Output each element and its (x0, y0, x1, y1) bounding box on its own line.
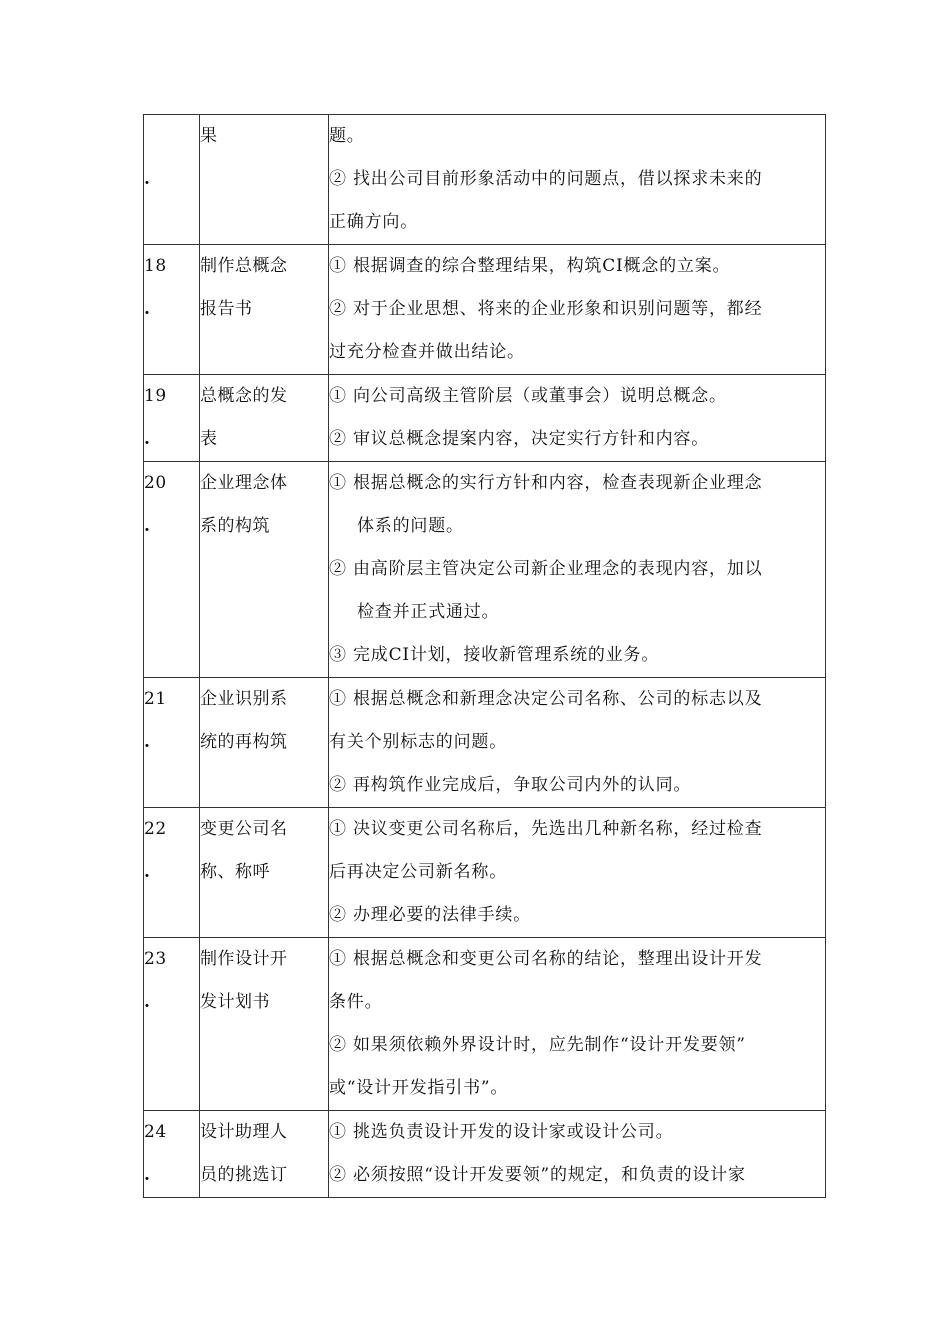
step-content (329, 808, 826, 938)
step-content-line: ① 根据调查的综合整理结果，构筑CI概念的立案。 (329, 256, 731, 276)
table-row (144, 678, 826, 808)
step-content (329, 1111, 826, 1198)
step-content-line: ① 根据总概念和新理念决定公司名称、公司的标志以及 (329, 689, 763, 709)
process-table (143, 114, 826, 1198)
step-title (200, 678, 329, 808)
table-row (144, 462, 826, 678)
table-body (144, 115, 826, 1198)
step-title (200, 245, 329, 375)
step-content-line: 有关个别标志的问题。 (329, 732, 507, 752)
step-content-line: 正确方向。 (329, 212, 418, 232)
step-content-line: 或“设计开发指引书”。 (329, 1078, 509, 1098)
step-content-line: 过充分检查并做出结论。 (329, 342, 525, 362)
step-content (329, 462, 826, 678)
step-content-line: ② 必须按照“设计开发要领”的规定，和负责的设计家 (329, 1165, 746, 1185)
step-content-line: ② 办理必要的法律手续。 (329, 905, 532, 925)
step-title-line: 企业识别系 (200, 689, 288, 709)
step-number-line: . (144, 429, 151, 449)
step-number (144, 462, 200, 678)
step-content (329, 678, 826, 808)
step-title-line: 统的再构筑 (200, 732, 288, 752)
step-content-line: ① 根据总概念和变更公司名称的结论，整理出设计开发 (329, 949, 763, 969)
step-number-line: 24 (144, 1122, 167, 1142)
step-number-line: 18 (144, 256, 167, 276)
step-number-line (144, 115, 199, 158)
table-row (144, 938, 826, 1111)
step-title (200, 808, 329, 938)
step-title-line: 员的挑选订 (200, 1165, 288, 1185)
step-content-line: ② 对于企业思想、将来的企业形象和识别问题等，都经 (329, 299, 763, 319)
step-content (329, 375, 826, 462)
step-content-line: ① 挑选负责设计开发的设计家或设计公司。 (329, 1122, 674, 1142)
step-content-line: ② 找出公司目前形象活动中的问题点，借以探求未来的 (329, 169, 763, 189)
step-title (200, 462, 329, 678)
step-content (329, 245, 826, 375)
step-content-line: 体系的问题。 (357, 516, 464, 536)
table-row (144, 245, 826, 375)
step-title-line: 报告书 (200, 299, 253, 319)
step-number (144, 115, 200, 245)
step-title (200, 1111, 329, 1198)
step-number (144, 245, 200, 375)
table-row (144, 375, 826, 462)
step-title-line: 制作设计开 (200, 949, 288, 969)
step-content (329, 938, 826, 1111)
step-title (200, 375, 329, 462)
step-content-line: ② 如果须依赖外界设计时，应先制作“设计开发要领” (329, 1035, 746, 1055)
step-number (144, 808, 200, 938)
step-content-line: ② 审议总概念提案内容，决定实行方针和内容。 (329, 429, 710, 449)
step-number-line: . (144, 992, 151, 1012)
step-number-line: 23 (144, 949, 167, 969)
step-title-line: 变更公司名 (200, 819, 288, 839)
step-title-line: 系的构筑 (200, 516, 270, 536)
step-number (144, 375, 200, 462)
step-number (144, 1111, 200, 1198)
step-content-line: 后再决定公司新名称。 (329, 862, 507, 882)
step-number-line: . (144, 299, 151, 319)
step-title-line: 设计助理人 (200, 1122, 288, 1142)
step-number-line: . (144, 1165, 151, 1185)
step-content-line: ③ 完成CI计划，接收新管理系统的业务。 (329, 645, 660, 665)
step-content-line: ① 向公司高级主管阶层（或董事会）说明总概念。 (329, 386, 727, 406)
table-row (144, 115, 826, 245)
step-content-line: ② 再构筑作业完成后，争取公司内外的认同。 (329, 775, 692, 795)
step-number (144, 678, 200, 808)
step-content-line: ① 根据总概念的实行方针和内容，检查表现新企业理念 (329, 473, 763, 493)
step-content-line: 检查并正式通过。 (357, 602, 500, 622)
step-number-line: . (144, 732, 151, 752)
step-number (144, 938, 200, 1111)
step-title-line: 发计划书 (200, 992, 270, 1012)
table-row (144, 808, 826, 938)
step-content-line: ① 决议变更公司名称后，先选出几种新名称，经过检查 (329, 819, 763, 839)
step-content-line: ② 由高阶层主管决定公司新企业理念的表现内容，加以 (329, 559, 763, 579)
step-number-line: 22 (144, 819, 167, 839)
step-number-line: 20 (144, 473, 167, 493)
step-number-line: . (144, 516, 151, 536)
step-number-line: . (144, 169, 151, 189)
step-title (200, 938, 329, 1111)
step-content (329, 115, 826, 245)
step-title-line: 企业理念体 (200, 473, 288, 493)
step-title-line: 总概念的发 (200, 386, 288, 406)
table-row (144, 1111, 826, 1198)
step-content-line: 题。 (329, 126, 365, 146)
step-title-line: 表 (200, 429, 218, 449)
step-title-line: 果 (200, 126, 218, 146)
step-title (200, 115, 329, 245)
step-title-line: 制作总概念 (200, 256, 288, 276)
step-content-line: 条件。 (329, 992, 383, 1012)
step-number-line: 21 (144, 689, 167, 709)
step-number-line: . (144, 862, 151, 882)
step-title-line: 称、称呼 (200, 862, 270, 882)
step-number-line: 19 (144, 386, 167, 406)
